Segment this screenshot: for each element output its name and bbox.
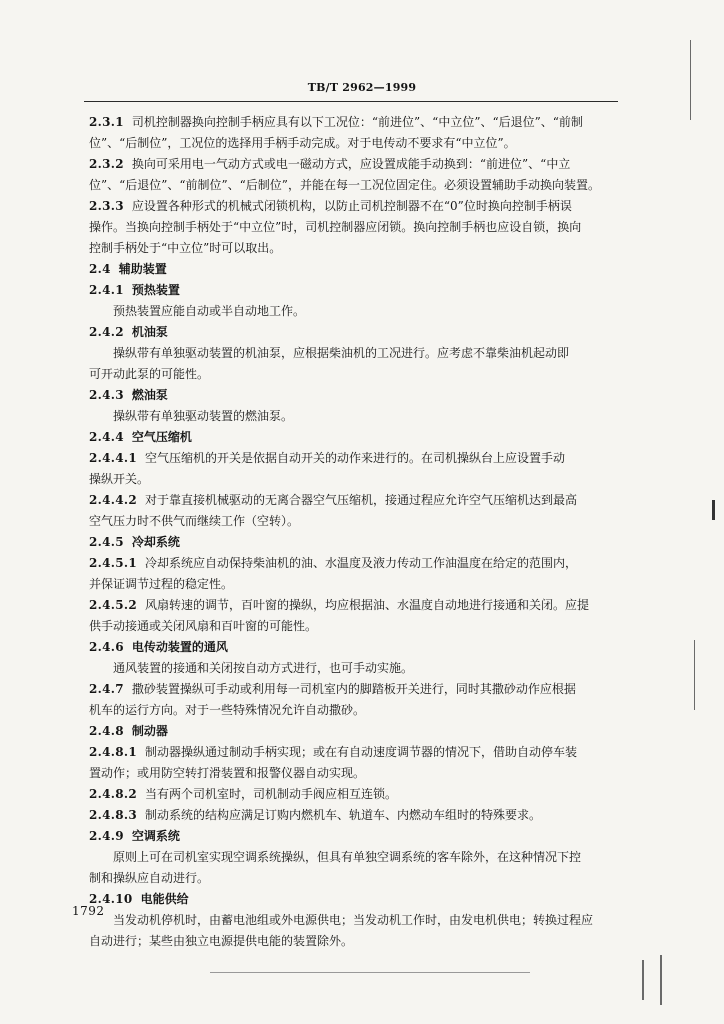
paragraph-text: 置动作；或用防空转打滑装置和报警仪器自动实现。 — [89, 766, 366, 780]
paragraph-text: 操纵带有单独驱动装置的燃油泵。 — [113, 409, 294, 423]
text-line — [89, 511, 617, 532]
text-line — [89, 574, 617, 595]
section-line — [89, 784, 617, 805]
scan-edge-mark — [210, 972, 530, 973]
section-number: 2.4.4.2 — [89, 493, 138, 507]
section-line — [89, 826, 617, 847]
section-number: 2.4.8.3 — [89, 808, 138, 822]
section-number: 2.4.1 — [89, 283, 124, 297]
section-line — [89, 385, 617, 406]
section-title: 空气压缩机 — [131, 430, 192, 444]
section-line — [89, 679, 617, 700]
paragraph-text: 制和操纵应自动进行。 — [89, 871, 210, 885]
paragraph-text: 操纵带有单独驱动装置的机油泵，应根据柴油机的工况进行。应考虑不靠柴油机起动即 — [113, 346, 570, 360]
section-title: 空调系统 — [131, 829, 180, 843]
page-header: TB/T 2962—1999 — [307, 81, 417, 94]
section-line — [89, 805, 617, 826]
scan-edge-mark — [690, 40, 691, 120]
paragraph-text: 预热装置应能自动或半自动地工作。 — [113, 304, 306, 318]
paragraph-text: 位”、“后退位”、“前制位”、“后制位”，并能在每一工况位固定住。必须设置辅助手动换向装置。 — [89, 178, 600, 192]
paragraph-text: 操作。当换向控制手柄处于“中立位”时，司机控制器应闭锁。换向控制手柄也应设自锁，换向 — [89, 220, 582, 234]
text-line — [89, 616, 617, 637]
section-line — [89, 595, 617, 616]
scan-edge-mark — [712, 500, 715, 520]
text-line — [89, 217, 617, 238]
section-title: 电能供给 — [140, 892, 189, 906]
paragraph-text: 可开动此泵的可能性。 — [89, 367, 210, 381]
section-line — [89, 889, 617, 910]
section-line — [89, 448, 617, 469]
paragraph-text: 供手动接通或关闭风扇和百叶窗的可能性。 — [89, 619, 318, 633]
section-line — [89, 427, 617, 448]
text-line — [89, 763, 617, 784]
paragraph-text: 制动系统的结构应满足订购内燃机车、轨道车、内燃动车组时的特殊要求。 — [145, 808, 542, 822]
paragraph-text: 机车的运行方向。对于一些特殊情况允许自动撒砂。 — [89, 703, 366, 717]
paragraph-text: 换向可采用电一气动方式或电一磁动方式，应设置成能手动换到：“前进位”、“中立 — [131, 157, 571, 171]
paragraph-text: 司机控制器换向控制手柄应具有以下工况位：“前进位”、“中立位”、“后退位”、“前制 — [131, 115, 583, 129]
text-line — [89, 910, 617, 931]
text-line — [89, 700, 617, 721]
section-number: 2.3.3 — [89, 199, 124, 213]
section-number: 2.4.3 — [89, 388, 124, 402]
section-number: 2.4.5.2 — [89, 598, 138, 612]
section-number: 2.4.5.1 — [89, 556, 138, 570]
paragraph-text: 撒砂装置操纵可手动或利用每一司机室内的脚踏板开关进行，同时其撒砂动作应根据 — [131, 682, 576, 696]
paragraph-text: 冷却系统应自动保持柴油机的油、水温度及液力传动工作油温度在给定的范围内， — [145, 556, 578, 570]
paragraph-text: 空气压力时不供气而继续工作（空转）。 — [89, 514, 300, 528]
section-number: 2.4.2 — [89, 325, 124, 339]
section-line — [89, 721, 617, 742]
section-number: 2.4.8 — [89, 724, 124, 738]
paragraph-text: 操纵开关。 — [89, 472, 150, 486]
section-line — [89, 259, 617, 280]
paragraph-text: 风扇转速的调节，百叶窗的操纵，均应根据油、水温度自动地进行接通和关闭。应提 — [145, 598, 590, 612]
section-number: 2.4.10 — [89, 892, 133, 906]
section-line — [89, 532, 617, 553]
paragraph-text: 制动器操纵通过制动手柄实现；或在有自动速度调节器的情况下，借助自动停车装 — [145, 745, 578, 759]
section-number: 2.3.1 — [89, 115, 124, 129]
paragraph-text: 当发动机停机时，由蓄电池组或外电源供电；当发动机工作时，由发电机供电；转换过程应 — [113, 913, 594, 927]
scan-edge-mark — [694, 640, 695, 710]
section-line — [89, 280, 617, 301]
paragraph-text: 自动进行；某些由独立电源提供电能的装置除外。 — [89, 934, 354, 948]
text-line — [89, 406, 617, 427]
text-line — [89, 301, 617, 322]
text-line — [89, 469, 617, 490]
paragraph-text: 原则上可在司机室实现空调系统操纵，但具有单独空调系统的客车除外，在这种情况下控 — [113, 850, 582, 864]
text-line — [89, 658, 617, 679]
text-line — [89, 175, 617, 196]
section-number: 2.4.8.1 — [89, 745, 138, 759]
section-line — [89, 112, 617, 133]
section-number: 2.4.4 — [89, 430, 124, 444]
document-body — [89, 112, 617, 952]
paragraph-text: 应设置各种形式的机械式闭锁机构，以防止司机控制器不在“0”位时换向控制手柄误 — [131, 199, 572, 213]
text-line — [89, 868, 617, 889]
scan-edge-mark — [660, 955, 662, 1005]
section-title: 辅助装置 — [118, 262, 167, 276]
section-number: 2.4.4.1 — [89, 451, 138, 465]
section-number: 2.4.9 — [89, 829, 124, 843]
section-line — [89, 322, 617, 343]
section-line — [89, 196, 617, 217]
section-title: 电传动装置的通风 — [131, 640, 228, 654]
section-title: 预热装置 — [131, 283, 180, 297]
section-title: 机油泵 — [131, 325, 168, 339]
section-title: 燃油泵 — [131, 388, 168, 402]
text-line — [89, 238, 617, 259]
paragraph-text: 位”、“后制位”，工况位的选择用手柄手动完成。对于电传动不要求有“中立位”。 — [89, 136, 516, 150]
scan-edge-mark — [642, 960, 644, 1000]
paragraph-text: 控制手柄处于“中立位”时可以取出。 — [89, 241, 282, 255]
paragraph-text: 对于靠直接机械驱动的无离合器空气压缩机，接通过程应允许空气压缩机达到最高 — [145, 493, 578, 507]
text-line — [89, 133, 617, 154]
paragraph-text: 当有两个司机室时，司机制动手阀应相互连锁。 — [145, 787, 398, 801]
section-number: 2.4.5 — [89, 535, 124, 549]
paragraph-text: 空气压缩机的开关是依据自动开关的动作来进行的。在司机操纵台上应设置手动 — [145, 451, 566, 465]
section-line — [89, 553, 617, 574]
paragraph-text: 并保证调节过程的稳定性。 — [89, 577, 234, 591]
section-title: 制动器 — [131, 724, 168, 738]
section-number: 2.4 — [89, 262, 111, 276]
text-line — [89, 364, 617, 385]
section-title: 冷却系统 — [131, 535, 180, 549]
page-number: 1792 — [72, 904, 105, 918]
paragraph-text: 通风装置的接通和关闭按自动方式进行，也可手动实施。 — [113, 661, 414, 675]
section-number: 2.4.8.2 — [89, 787, 138, 801]
section-line — [89, 637, 617, 658]
section-number: 2.3.2 — [89, 157, 124, 171]
section-line — [89, 490, 617, 511]
text-line — [89, 343, 617, 364]
text-line — [89, 847, 617, 868]
section-line — [89, 154, 617, 175]
section-number: 2.4.6 — [89, 640, 124, 654]
section-number: 2.4.7 — [89, 682, 124, 696]
text-line — [89, 931, 617, 952]
header-divider — [84, 101, 618, 102]
section-line — [89, 742, 617, 763]
